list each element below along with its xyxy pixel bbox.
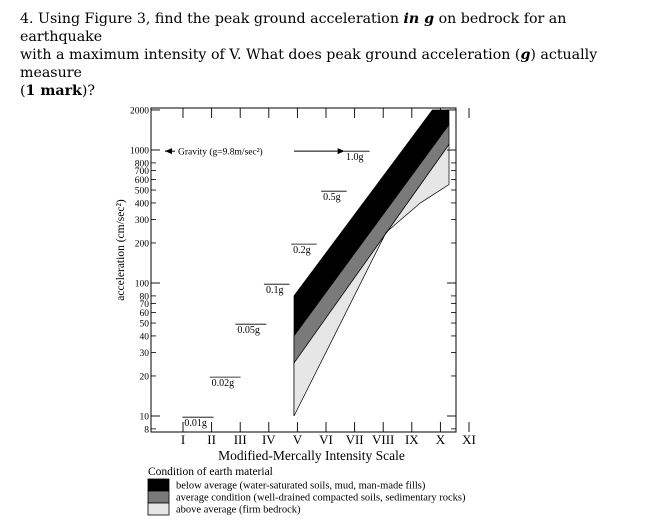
question-line-3-suffix: )?: [81, 83, 96, 99]
x-tick-label-II: II: [207, 432, 216, 447]
y-tick-label-30: 30: [139, 349, 149, 360]
y-tick-label-8: 8: [144, 425, 149, 436]
legend-title: Condition of earth material: [148, 466, 273, 478]
y-tick-label-600: 600: [134, 176, 149, 187]
y-tick-label-800: 800: [134, 159, 149, 170]
condition-bands: [294, 110, 449, 416]
legend-swatch-1: [148, 479, 169, 491]
y-tick-label-10: 10: [139, 412, 149, 423]
g-ref-label-1: 0.01g: [184, 418, 207, 430]
y-tick-label-50: 50: [139, 319, 149, 330]
question-line-2-suffix: ) actually measure: [20, 47, 598, 81]
y-tick-label-70: 70: [139, 300, 149, 311]
g-ref-label-6: 0.5g: [323, 192, 341, 204]
x-tick-label-VIII: VIII: [372, 432, 395, 447]
y-tick-label-300: 300: [134, 216, 149, 227]
x-tick-label-XI: XI: [462, 432, 476, 447]
y-tick-label-200: 200: [134, 239, 149, 250]
gravity-arrow-left-head: [165, 148, 172, 154]
y-tick-label-100: 100: [134, 279, 149, 290]
question-line-1-text: 4. Using Figure 3, find the peak ground acceleration: [20, 11, 404, 27]
x-tick-label-V: V: [292, 432, 303, 447]
y-axis-label: acceleration (cm/sec²): [115, 199, 127, 301]
question-marks: 1 mark: [25, 83, 82, 99]
g-ref-label-5: 0.2g: [293, 245, 311, 257]
legend: [148, 466, 466, 516]
y-tick-label-20: 20: [139, 372, 149, 383]
y-tick-label-60: 60: [139, 309, 149, 320]
x-tick-label-VII: VII: [345, 432, 364, 447]
band-2: [294, 125, 449, 363]
question-emphasis-in-g: in g: [403, 11, 435, 27]
y-tick-label-500: 500: [134, 186, 149, 197]
x-tick-label-IX: IX: [404, 432, 419, 447]
legend-swatch-2: [148, 491, 169, 503]
y-tick-label-700: 700: [134, 167, 149, 178]
question-line-2-text: with a maximum intensity of V. What does peak ground acceleration (: [20, 47, 521, 63]
question-emphasis-g: g: [520, 47, 531, 63]
g-ref-label-7: 1.0g: [346, 152, 364, 164]
g-ref-label-2: 0.02g: [211, 378, 235, 390]
y-tick-label-40: 40: [139, 332, 149, 343]
legend-label-3: above average (firm bedrock): [176, 504, 301, 516]
gravity-arrow-right-head: [338, 148, 345, 154]
g-ref-label-3: 0.05g: [237, 325, 260, 337]
legend-label-2: average condition (well-drained compacted soils, sedimentary rocks): [176, 492, 466, 504]
gravity-annotation: [165, 147, 345, 158]
y-tick-label-80: 80: [139, 292, 149, 303]
question-line-3-prefix: (: [20, 83, 26, 99]
g-ref-label-4: 0.1g: [265, 285, 284, 297]
y-tick-label-2000: 2000: [130, 106, 149, 117]
x-tick-label-VI: VI: [319, 432, 333, 447]
x-tick-label-IV: IV: [261, 432, 276, 447]
gravity-label: Gravity (g=9.8m/sec²): [178, 147, 263, 158]
y-tick-label-1000: 1000: [130, 146, 149, 157]
y-tick-label-400: 400: [134, 199, 149, 210]
legend-swatch-3: [148, 503, 169, 515]
x-tick-label-X: X: [435, 432, 446, 447]
legend-label-1: below average (water-saturated soils, mud, man-made fills): [176, 480, 426, 492]
x-tick-label-III: III: [233, 432, 247, 447]
x-tick-label-I: I: [180, 432, 186, 447]
x-axis-label: Modified-Mercally Intensity Scale: [218, 448, 405, 463]
question-line-1-suffix: on bedrock for an earthquake: [20, 11, 567, 45]
